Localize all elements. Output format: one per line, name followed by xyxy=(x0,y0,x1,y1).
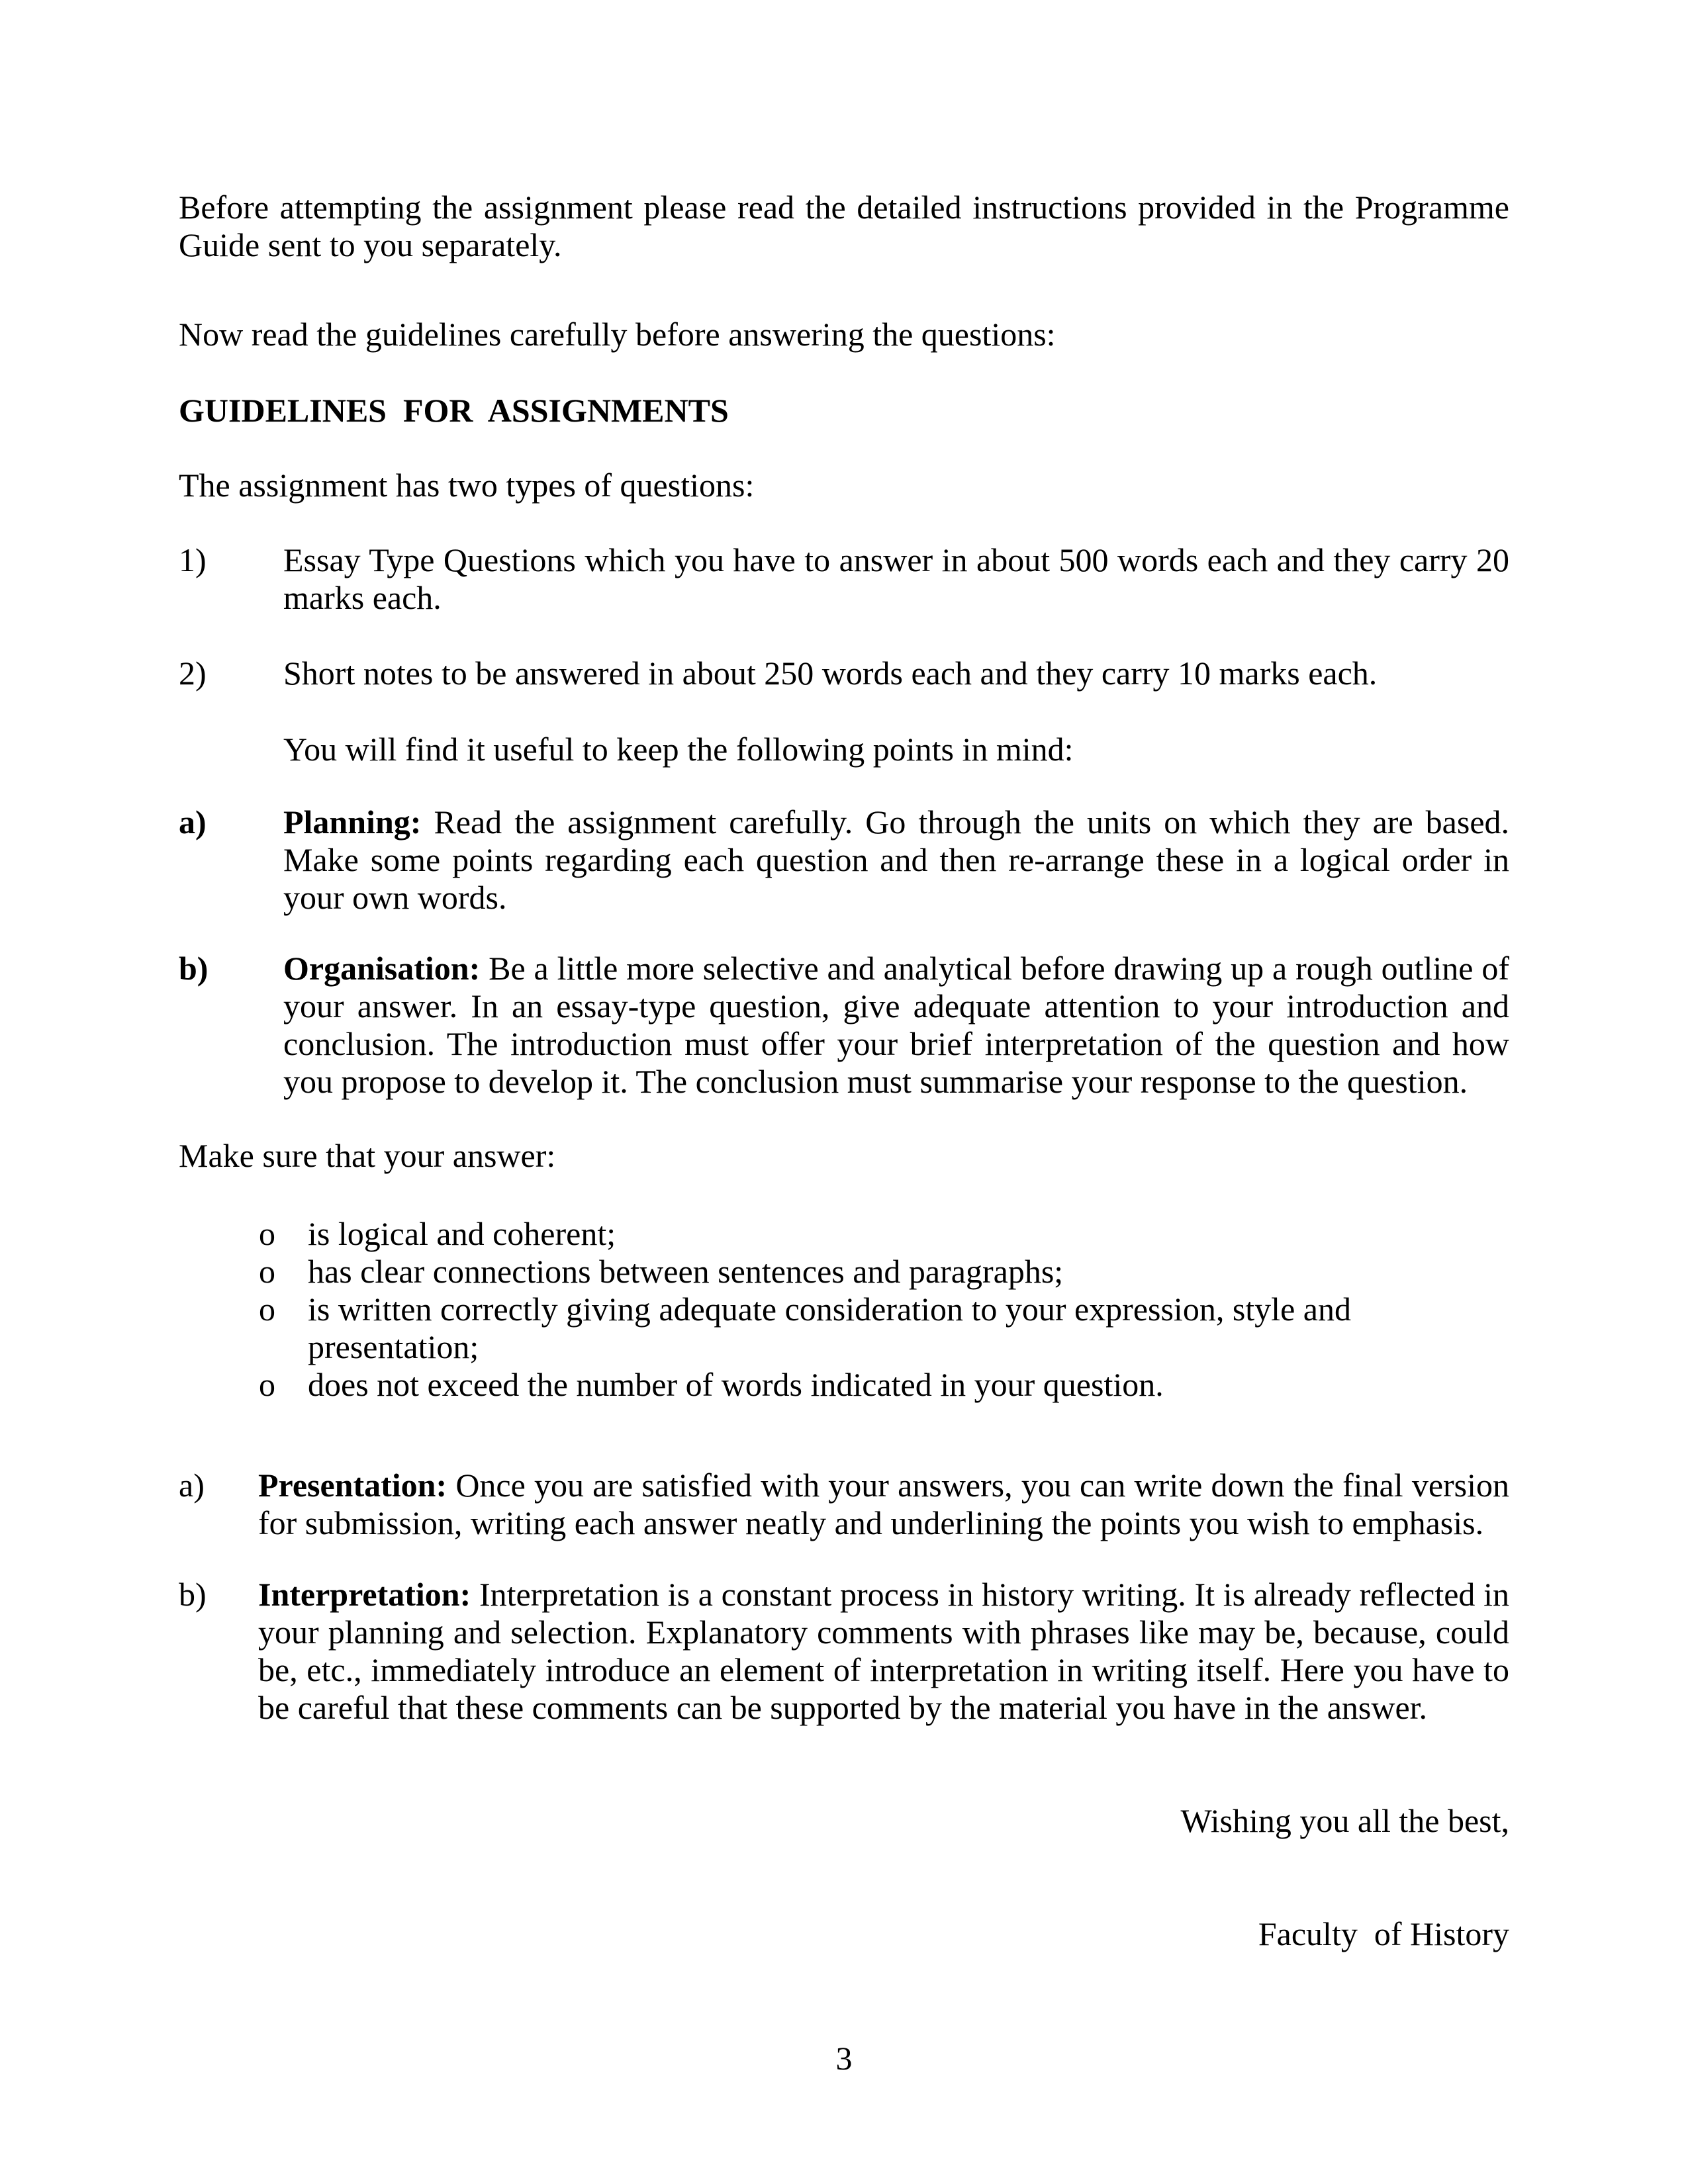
bullet-marker: o xyxy=(259,1253,275,1290)
lettered-item-interpretation xyxy=(179,1576,1509,1727)
bullet-marker: o xyxy=(259,1291,275,1328)
bullet-marker: o xyxy=(259,1215,275,1252)
item-body-text: Be a little more selective and analytical before drawing up a rough outline of your answer. In an essay-type question, give adequate attention to your introduction and conclusion. The introduction must offer your brief interpretation of the question and how you propose to develop it. The conclusion must summarise your response to the question. xyxy=(283,950,1509,1100)
numbered-item-1 xyxy=(179,541,1509,617)
list-item-text: Short notes to be answered in about 250 words each and they carry 10 marks each. xyxy=(283,655,1378,692)
closing-line-1: Wishing you all the best, xyxy=(1180,1802,1509,1839)
bullet-item xyxy=(259,1291,1509,1366)
useful-note-line: You will find it useful to keep the following points in mind: xyxy=(283,731,1074,768)
item-body-text: Interpretation is a constant process in history writing. It is already reflected in your planning and selection. Explanatory comments with phrases like may be, because, could be, etc., immediately introduce an element of interpretation in writing itself. Here you have to be careful that these comments can be supported by the material you have in the answer. xyxy=(258,1576,1510,1726)
list-marker: 1) xyxy=(179,541,207,578)
list-item-text xyxy=(283,803,1509,917)
lettered-item-planning xyxy=(179,803,1509,917)
intro-paragraph: Before attempting the assignment please read the detailed instructions provided in the Programme Guide sent to you separately. xyxy=(179,189,1509,263)
bullet-item xyxy=(259,1366,1509,1404)
bullet-text: does not exceed the number of words indicated in your question. xyxy=(308,1366,1164,1403)
bullet-marker: o xyxy=(259,1366,275,1403)
item-label: Organisation: xyxy=(283,950,481,987)
list-item-text xyxy=(258,1467,1509,1542)
make-sure-line: Make sure that your answer: xyxy=(179,1137,556,1174)
bullet-text: is written correctly giving adequate consideration to your expression, style and presentation; xyxy=(308,1291,1351,1365)
lettered-item-organisation xyxy=(179,950,1509,1101)
bullet-text: is logical and coherent; xyxy=(308,1215,616,1252)
bullet-text: has clear connections between sentences and paragraphs; xyxy=(308,1253,1064,1290)
list-item-text: Essay Type Questions which you have to answer in about 500 words each and they carry 20 marks each. xyxy=(283,541,1509,616)
bullet-list xyxy=(179,1215,1509,1404)
list-marker: a) xyxy=(179,1467,205,1504)
item-label: Presentation: xyxy=(258,1467,447,1504)
item-label: Interpretation: xyxy=(258,1576,471,1613)
item-label: Planning: xyxy=(283,803,422,841)
list-marker: a) xyxy=(179,803,207,841)
section-heading: GUIDELINES FOR ASSIGNMENTS xyxy=(179,392,729,429)
read-guidelines-line: Now read the guidelines carefully before answering the questions: xyxy=(179,316,1056,353)
item-body-text: Read the assignment carefully. Go through the units on which they are based. Make some points regarding each question and then re-arrange these in a logical order in your own words. xyxy=(283,803,1510,916)
types-intro-line: The assignment has two types of questions: xyxy=(179,467,755,504)
bullet-item xyxy=(259,1253,1509,1291)
list-marker: 2) xyxy=(179,655,207,692)
bullet-item xyxy=(259,1215,1509,1253)
closing-line-2: Faculty of History xyxy=(1258,1915,1509,1952)
list-marker: b) xyxy=(179,1576,207,1613)
item-body-text: Once you are satisfied with your answers, you can write down the final version for submission, writing each answer neatly and underlining the points you wish to emphasis. xyxy=(258,1467,1510,1541)
lettered-item-presentation xyxy=(179,1467,1509,1542)
page-number: 3 xyxy=(835,2040,853,2077)
list-item-text xyxy=(258,1576,1509,1727)
numbered-item-2 xyxy=(179,655,1509,692)
closing-block xyxy=(179,1727,1509,2028)
list-marker: b) xyxy=(179,950,209,987)
list-item-text xyxy=(283,950,1509,1101)
